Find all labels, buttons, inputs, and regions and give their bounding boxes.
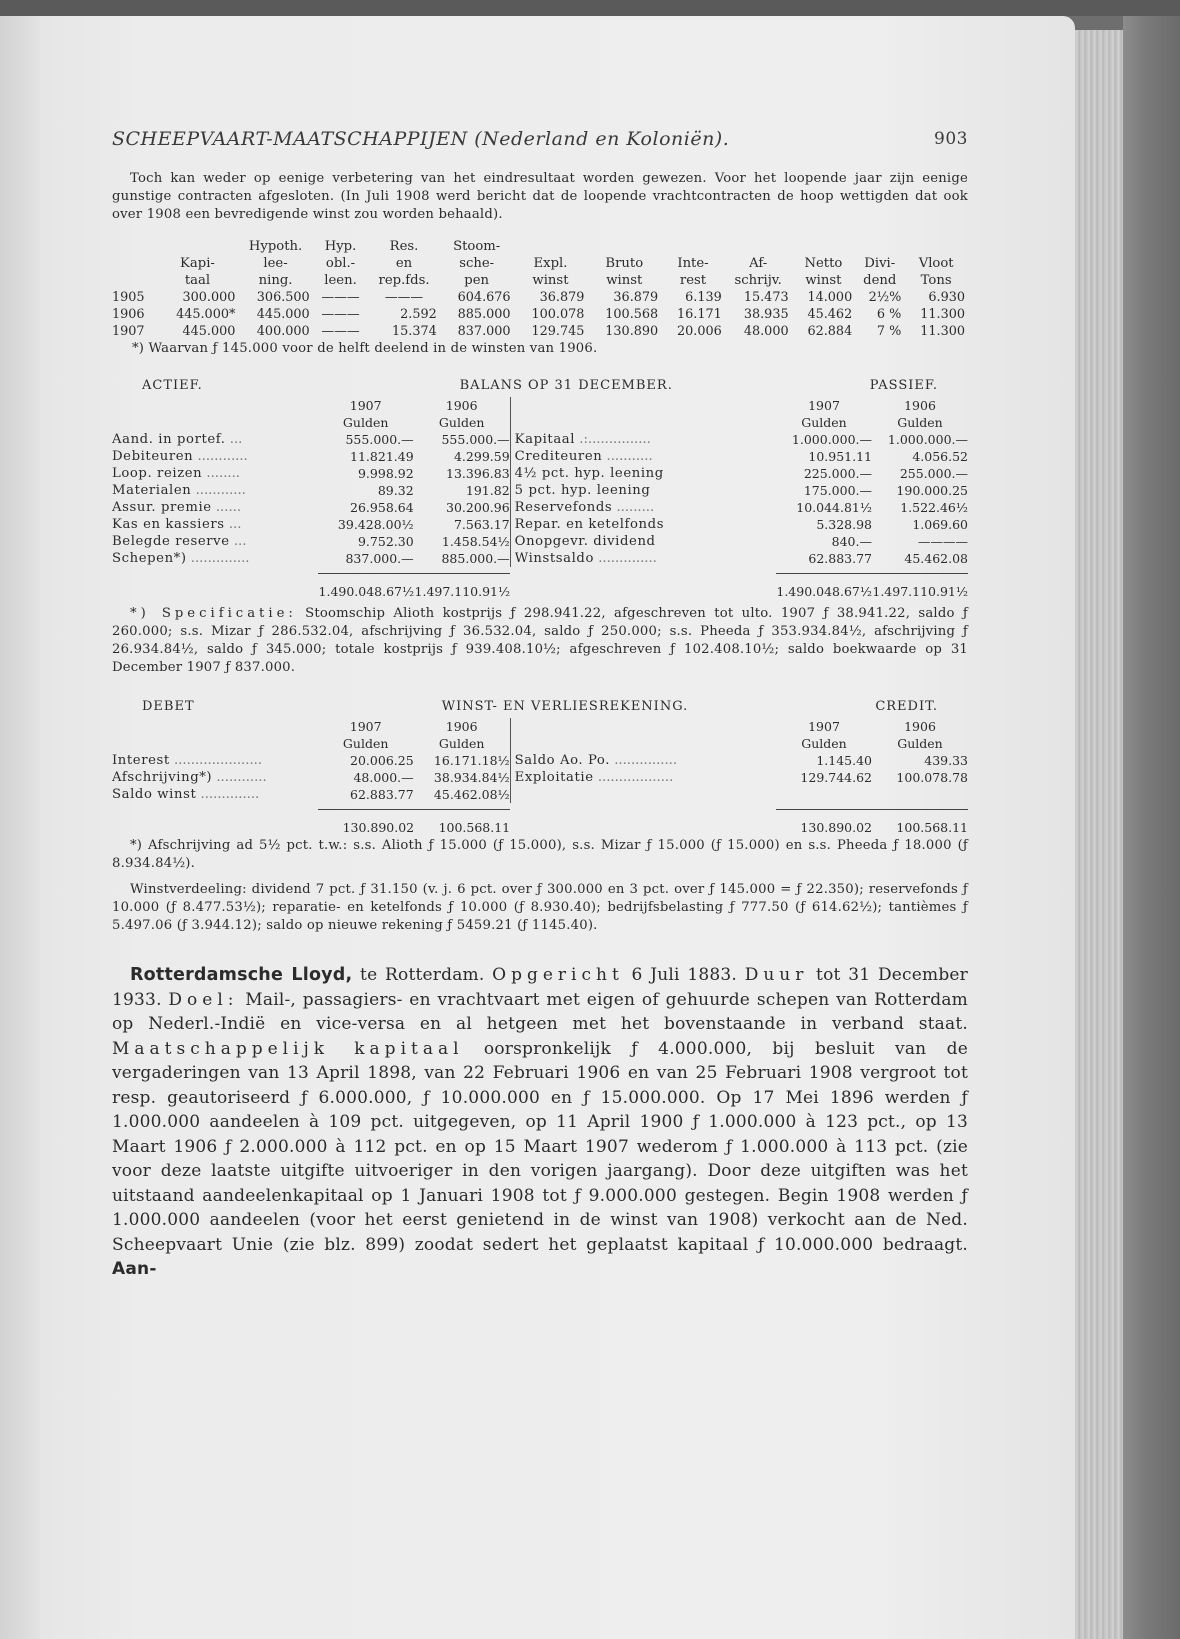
- credit-total-1907: 130.890.02: [800, 820, 872, 835]
- row-label: Loop. reizen: [112, 466, 203, 481]
- passief-row: [515, 431, 968, 448]
- value-1906: 7.563.17: [453, 517, 510, 532]
- company-location: te Rotterdam.: [352, 965, 493, 985]
- value-1906: 16.171.18½: [433, 753, 510, 768]
- value-cell: 129.745: [531, 324, 585, 339]
- stats-header-cell: [157, 238, 239, 255]
- value-cell: 11.300: [920, 324, 965, 339]
- row-label: Onopgevr. dividend: [514, 534, 656, 549]
- row-label: Afschrijving*): [112, 770, 213, 785]
- value-1907: 39.428.00½: [337, 517, 414, 532]
- stats-header-cell: obl.-: [325, 256, 356, 271]
- stats-header-row: [112, 255, 968, 272]
- value-1906: 38.934.84½: [433, 770, 510, 785]
- stats-header-cell: Af-: [749, 256, 768, 271]
- stats-header-cell: [661, 238, 725, 255]
- specificatie-note: [112, 605, 968, 677]
- stats-header-cell: [112, 272, 157, 289]
- value-cell: 62.884: [807, 324, 853, 339]
- value-1906: 45.462.08½: [433, 787, 510, 802]
- pl-title-row: [112, 699, 968, 714]
- year-header: 1906: [445, 398, 478, 413]
- row-label-wrap: [112, 431, 318, 448]
- winstverdeeling-paragraph: Winstverdeeling: dividend 7 pct. ƒ 31.150 (v. j. 6 pct. over ƒ 300.000 en 3 pct. over ƒ 145.000 = ƒ 22.350); reservefonds ƒ 10.000 (ƒ 8.477.53½); reparatie- en ketelfonds ƒ 10.000 (ƒ 8.930.40); bedrijfsbelasting ƒ 777.50 (ƒ 614.62½); tantièmes ƒ 5.497.06 (ƒ 3.944.12); saldo op nieuwe rekening ƒ 5459.21 (ƒ 1145.40).: [112, 882, 968, 933]
- row-label: Saldo winst: [112, 787, 197, 802]
- company-name: Rotterdamsche Lloyd,: [130, 965, 353, 985]
- stats-header-cell: Expl.: [533, 256, 568, 271]
- value-1907: 5.328.98: [816, 517, 872, 532]
- row-label-wrap: [515, 550, 776, 567]
- intro-paragraph: Toch kan weder op eenige verbetering van het eindresultaat worden gewezen. Voor het loopende jaar zijn eenige gunstige contracten afgesloten. (In Juli 1908 werd bericht dat de loopende vrachtcontracten de hoop wettigden dat ook over 1908 een bevredigende winst zou worden behaald).: [112, 171, 968, 222]
- debet-row: [112, 769, 510, 786]
- debet-total-1906: 100.568.11: [438, 820, 511, 835]
- passief-row: [515, 516, 968, 533]
- value-cell: 445.000: [256, 307, 310, 322]
- value-cell: 885.000: [457, 307, 511, 322]
- stats-header-cell: winst: [532, 273, 569, 288]
- row-label: Interest: [112, 753, 170, 768]
- value-1907: 9.998.92: [357, 466, 414, 481]
- stats-row: [112, 306, 968, 323]
- value-cell: 400.000: [256, 324, 310, 339]
- scan-top-edge: [0, 0, 1180, 16]
- value-cell: 15.374: [391, 324, 437, 339]
- passief-row: [515, 482, 968, 499]
- value-cell: 15.473: [743, 290, 789, 305]
- row-label-wrap: [515, 769, 776, 786]
- actief-row: [112, 465, 510, 482]
- value-cell: 445.000: [182, 324, 236, 339]
- row-label-wrap: [112, 516, 318, 533]
- value-cell: 48.000: [743, 324, 789, 339]
- value-1906: 30.200.96: [446, 500, 510, 515]
- afschrijving-note: *) Afschrijving ad 5½ pct. t.w.: s.s. Alioth ƒ 15.000 (ƒ 15.000), s.s. Mizar ƒ 15.000 (ƒ 15.000) en s.s. Pheeda ƒ 18.000 (ƒ 8.934.84½).: [112, 838, 968, 871]
- value-1906: 100.078.78: [896, 770, 968, 785]
- debet-column: [112, 718, 510, 803]
- value-cell: 20.006: [677, 324, 722, 339]
- book-gutter: [0, 16, 40, 1639]
- credit-row: [515, 752, 968, 769]
- stats-header-cell: Netto: [804, 256, 843, 271]
- leader-dots: ..............: [196, 787, 260, 802]
- value-cell: ———: [321, 307, 360, 322]
- leader-dots: .........: [612, 500, 655, 515]
- value-1907: 1.145.40: [816, 753, 872, 768]
- value-cell: 36.879: [539, 290, 585, 305]
- row-label: Aand. in portef.: [112, 432, 226, 447]
- value-cell: 6 %: [876, 307, 902, 322]
- page-edges: [1075, 30, 1123, 1639]
- row-label-wrap: [112, 769, 318, 786]
- value-cell: 6.139: [685, 290, 722, 305]
- value-1906: 439.33: [924, 753, 968, 768]
- credit-total-1906: 100.568.11: [896, 820, 968, 835]
- leader-dots: ........: [202, 466, 240, 481]
- actief-row: [112, 516, 510, 533]
- unit-header: Gulden: [801, 736, 847, 751]
- pl-heading: WINST- EN VERLIESREKENING.: [441, 699, 689, 714]
- page-content: [112, 118, 968, 1282]
- row-label: Assur. premie: [112, 500, 212, 515]
- unit-header: Gulden: [897, 736, 943, 751]
- value-cell: 100.568: [605, 307, 659, 322]
- value-cell: 604.676: [457, 290, 511, 305]
- doel-label: Doel:: [168, 989, 239, 1010]
- value-cell: 100.078: [531, 307, 585, 322]
- row-label: Kas en kassiers: [112, 517, 225, 532]
- value-1906: 4.056.52: [912, 449, 968, 464]
- leader-dots: ............: [212, 770, 267, 785]
- row-label-wrap: [515, 431, 776, 448]
- value-1907: 20.006.25: [350, 753, 414, 768]
- stats-header-cell: Vloot: [918, 256, 954, 271]
- stats-header-cell: Bruto: [605, 256, 644, 271]
- stats-header-cell: en: [395, 256, 413, 271]
- row-label: 4½ pct. hyp. leening: [514, 466, 664, 481]
- value-cell: 300.000: [182, 290, 236, 305]
- row-label-wrap: [112, 465, 318, 482]
- stats-row: [112, 289, 968, 306]
- row-label: Belegde reserve: [112, 534, 230, 549]
- row-label-wrap: [112, 533, 318, 550]
- value-cell: 7 %: [876, 324, 902, 339]
- value-cell: 2.592: [400, 307, 437, 322]
- row-label: Exploitatie: [514, 770, 594, 785]
- leader-dots: .:...............: [575, 432, 651, 447]
- value-1906: 1.000.000.—: [887, 432, 968, 447]
- leader-dots: ...: [229, 534, 247, 549]
- actief-row: [112, 482, 510, 499]
- row-label-wrap: [112, 499, 318, 516]
- value-cell: 6.930: [928, 290, 965, 305]
- stats-header-cell: Stoom-: [453, 239, 501, 254]
- credit-row: [515, 769, 968, 786]
- value-1906: 191.82: [465, 483, 510, 498]
- stats-header-row: [112, 238, 968, 255]
- stats-header-cell: [792, 238, 856, 255]
- value-1907: 10.044.81½: [796, 500, 872, 515]
- value-cell: 38.935: [743, 307, 789, 322]
- leader-dots: ......: [211, 500, 242, 515]
- leader-dots: ...............: [610, 753, 678, 768]
- pl-totals: [112, 809, 968, 835]
- stats-header-cell: [112, 238, 157, 255]
- debet-total-1907: 130.890.02: [342, 820, 415, 835]
- leader-dots: .....................: [169, 753, 263, 768]
- statistics-table: [112, 238, 968, 340]
- value-1906: 885.000.—: [441, 551, 510, 566]
- value-1907: 837.000.—: [345, 551, 414, 566]
- value-1907: 11.821.49: [350, 449, 414, 464]
- row-label: Crediteuren: [514, 449, 603, 464]
- passief-column: [510, 397, 968, 567]
- passief-heading: PASSIEF.: [869, 378, 938, 393]
- stats-header-cell: dend: [863, 273, 897, 288]
- stats-header-cell: Tons: [920, 273, 952, 288]
- passief-row: [515, 533, 968, 550]
- leader-dots: ...: [225, 432, 243, 447]
- year-header: 1906: [904, 719, 936, 734]
- kapitaal-text: oorspronkelijk ƒ 4.000.000, bij besluit van de vergaderingen van 13 April 1898, van 22 Februari 1906 en van 25 Februari 1908 vergroot tot resp. geautoriseerd ƒ 6.000.000, ƒ 10.000.000 en ƒ 15.000.000. Op 17 Mei 1896 werden ƒ 1.000.000 aandeelen à 109 pct. uitgegeven, op 11 April 1900 ƒ 1.000.000 à 123 pct., op 13 Maart 1906 ƒ 2.000.000 à 112 pct. en op 15 Maart 1907 wederom ƒ 1.000.000 à 113 pct. (zie voor deze laatste uitgifte uitvoeriger in den vorigen jaargang). Door deze uitgiften was het uitstaand aandeelenkapitaal op 1 Januari 1908 tot ƒ 9.000.000 gestegen. Begin 1908 werden ƒ 1.000.000 aandeelen (voor het eerst genietend in de winst van 1908) verkocht aan de Ned. Scheepvaart Unie (zie blz. 899) zoodat sedert het geplaatst kapitaal ƒ 10.000.000 bedraagt.: [112, 1038, 968, 1255]
- page-number: 903: [934, 129, 968, 149]
- value-1907: 9.752.30: [357, 534, 414, 549]
- balance-title-row: [112, 378, 968, 393]
- value-1907: 840.—: [831, 534, 872, 549]
- row-label-wrap: [112, 786, 318, 803]
- balance-heading: BALANS OP 31 DECEMBER.: [459, 378, 673, 393]
- leader-dots: ...........: [602, 449, 653, 464]
- value-1906: 255.000.—: [899, 466, 968, 481]
- value-cell: 2½%: [868, 290, 902, 305]
- value-1907: 10.951.11: [808, 449, 872, 464]
- credit-heading: CREDIT.: [875, 699, 938, 714]
- stats-header-cell: sche-: [459, 256, 495, 271]
- row-label-wrap: [515, 465, 776, 482]
- stats-header-cell: pen: [464, 273, 490, 288]
- leader-dots: ..............: [594, 551, 657, 566]
- year-header: 1907: [808, 719, 840, 734]
- passief-row: [515, 448, 968, 465]
- value-1906: 555.000.—: [441, 432, 510, 447]
- value-cell: ———: [321, 324, 360, 339]
- value-cell: ———: [321, 290, 360, 305]
- balance-totals: [112, 573, 968, 599]
- stats-header-cell: [587, 238, 661, 255]
- actief-row: [112, 533, 510, 550]
- row-label-wrap: [112, 550, 318, 567]
- actief-row: [112, 499, 510, 516]
- stats-row: [112, 323, 968, 340]
- debet-heading: DEBET: [142, 699, 195, 714]
- passief-row: [515, 550, 968, 567]
- passief-row: [515, 465, 968, 482]
- value-1906: 1.069.60: [912, 517, 968, 532]
- stats-header-row: [112, 272, 968, 289]
- stats-header-cell: winst: [805, 273, 842, 288]
- year-header: 1907: [349, 719, 382, 734]
- stats-header-cell: lee-: [263, 256, 288, 271]
- value-1907: 129.744.62: [800, 770, 872, 785]
- value-1907: 62.883.77: [350, 787, 414, 802]
- value-cell: 11.300: [920, 307, 965, 322]
- row-label-wrap: [515, 499, 776, 516]
- row-label: Winstsaldo: [514, 551, 594, 566]
- opgericht-text: 6 Juli 1883.: [623, 965, 745, 985]
- passief-total-1907: 1.490.048.67½: [776, 584, 872, 599]
- value-cell: 14.000: [807, 290, 853, 305]
- row-label-wrap: [515, 482, 776, 499]
- row-label: Kapitaal: [514, 432, 576, 447]
- stats-header-cell: [725, 238, 792, 255]
- year-header: 1906: [445, 719, 478, 734]
- running-head-title: SCHEEPVAART-MAATSCHAPPIJEN (Nederland en Koloniën).: [112, 128, 730, 150]
- value-1907: 26.958.64: [350, 500, 414, 515]
- specificatie-label: *) Specificatie:: [130, 606, 297, 621]
- book-cover-edge: [1123, 16, 1180, 1639]
- debet-row: [112, 752, 510, 769]
- passief-row: [515, 499, 968, 516]
- unit-header: Gulden: [342, 736, 389, 751]
- actief-row: [112, 448, 510, 465]
- value-cell: 16.171: [677, 307, 722, 322]
- value-1906: 4.299.59: [453, 449, 510, 464]
- stats-header-cell: Divi-: [864, 256, 896, 271]
- row-label: Schepen*): [112, 551, 187, 566]
- value-cell: 45.462: [807, 307, 853, 322]
- passief-total-1906: 1.497.110.91½: [872, 584, 968, 599]
- row-label: Repar. en ketelfonds: [514, 517, 665, 532]
- value-1907: 89.32: [377, 483, 414, 498]
- value-1907: 48.000.—: [353, 770, 414, 785]
- leader-dots: ...: [224, 517, 242, 532]
- value-cell: ———: [384, 290, 424, 305]
- row-label: Reservefonds: [514, 500, 613, 515]
- actief-total-1906: 1.497.110.91½: [414, 584, 511, 599]
- leader-dots: ..............: [186, 551, 250, 566]
- opgericht-label: Opgericht: [492, 965, 624, 985]
- row-label: Debiteuren: [112, 449, 194, 464]
- stats-header-cell: rest: [679, 273, 707, 288]
- value-1906: 1.522.46½: [900, 500, 968, 515]
- unit-header: Gulden: [801, 415, 847, 430]
- leader-dots: ............: [191, 483, 246, 498]
- row-label: Saldo Ao. Po.: [514, 753, 610, 768]
- debet-row: [112, 786, 510, 803]
- value-1906: ————: [918, 534, 968, 549]
- row-label-wrap: [515, 448, 776, 465]
- stats-header-cell: ning.: [258, 273, 293, 288]
- actief-row: [112, 431, 510, 448]
- continuation-word: Aan-: [112, 1259, 157, 1279]
- stats-header-cell: schrijv.: [734, 273, 782, 288]
- actief-total-1907: 1.490.048.67½: [318, 584, 415, 599]
- company-entry-rotterdamsche-lloyd: [112, 963, 968, 1282]
- row-label-wrap: [515, 516, 776, 533]
- running-head: [112, 118, 968, 160]
- stats-header-cell: taal: [184, 273, 211, 288]
- leader-dots: ............: [193, 449, 248, 464]
- row-label-wrap: [112, 752, 318, 769]
- year-cell: 1905: [112, 290, 145, 305]
- year-header: 1907: [349, 398, 382, 413]
- unit-header: Gulden: [438, 415, 485, 430]
- row-label-wrap: [515, 533, 776, 550]
- value-1907: 175.000.—: [803, 483, 872, 498]
- row-label: Materialen: [112, 483, 192, 498]
- value-1907: 555.000.—: [345, 432, 414, 447]
- actief-row: [112, 550, 510, 567]
- row-label-wrap: [515, 752, 776, 769]
- stats-header-cell: Inte-: [677, 256, 709, 271]
- value-1906: 1.458.54½: [441, 534, 510, 549]
- row-label-wrap: [112, 482, 318, 499]
- kapitaal-label: Maatschappelijk kapitaal: [112, 1038, 464, 1059]
- value-1907: 62.883.77: [808, 551, 872, 566]
- year-header: 1906: [904, 398, 936, 413]
- stats-header-cell: [855, 238, 904, 255]
- stats-header-cell: rep.fds.: [378, 273, 430, 288]
- actief-column: [112, 397, 510, 567]
- value-cell: 837.000: [457, 324, 511, 339]
- credit-column: [510, 718, 968, 803]
- stats-header-cell: [514, 238, 588, 255]
- unit-header: Gulden: [897, 415, 943, 430]
- balance-sheet: [112, 378, 968, 599]
- row-label: 5 pct. hyp. leening: [514, 483, 651, 498]
- stats-header-cell: leen.: [324, 273, 357, 288]
- year-header: 1907: [808, 398, 840, 413]
- stats-header-cell: Hypoth.: [248, 239, 303, 254]
- unit-header: Gulden: [438, 736, 485, 751]
- duur-label: Duur: [744, 965, 809, 985]
- stats-header-cell: [904, 238, 968, 255]
- stats-header-cell: Kapi-: [180, 256, 215, 271]
- leader-dots: ..................: [593, 770, 674, 785]
- value-cell: 306.500: [256, 290, 310, 305]
- year-cell: 1906: [112, 307, 145, 322]
- unit-header: Gulden: [342, 415, 389, 430]
- value-1906: 13.396.83: [446, 466, 510, 481]
- value-cell: 445.000*: [176, 307, 236, 322]
- stats-header-cell: winst: [606, 273, 643, 288]
- doel-text: Mail-, passagiers- en vrachtvaart met eigen of gehuurde schepen van Rotterdam op Nederl.-Indië en vice-versa en al hetgeen met het bovenstaande in verband staat.: [112, 989, 968, 1034]
- duur-text: tot 31 December 1933.: [112, 965, 969, 1010]
- value-1906: 190.000.25: [896, 483, 968, 498]
- specificatie-text: Stoomschip Alioth kostprijs ƒ 298.941.22, afgeschreven tot ulto. 1907 ƒ 38.941.22, saldo ƒ 260.000; s.s. Mizar ƒ 286.532.04, afschrijving ƒ 36.532.04, saldo ƒ 250.000; s.s. Pheeda ƒ 353.934.84½, afschrijving ƒ 26.934.84½, saldo ƒ 345.000; totale kostprijs ƒ 939.408.10½; afgeschreven ƒ 102.408.10½; saldo boekwaarde op 31 December 1907 ƒ 837.000.: [112, 606, 968, 675]
- profit-loss-account: [112, 699, 968, 835]
- statistics-footnote: *) Waarvan ƒ 145.000 voor de helft deelend in de winsten van 1906.: [132, 341, 598, 356]
- value-1907: 225.000.—: [803, 466, 872, 481]
- actief-heading: ACTIEF.: [142, 378, 203, 393]
- value-cell: 130.890: [605, 324, 659, 339]
- value-cell: 36.879: [613, 290, 659, 305]
- stats-header-cell: [112, 255, 157, 272]
- row-label-wrap: [112, 448, 318, 465]
- value-1907: 1.000.000.—: [791, 432, 872, 447]
- value-1906: 45.462.08: [904, 551, 968, 566]
- stats-header-cell: Res.: [389, 239, 419, 254]
- stats-header-cell: Hyp.: [324, 239, 357, 254]
- year-cell: 1907: [112, 324, 145, 339]
